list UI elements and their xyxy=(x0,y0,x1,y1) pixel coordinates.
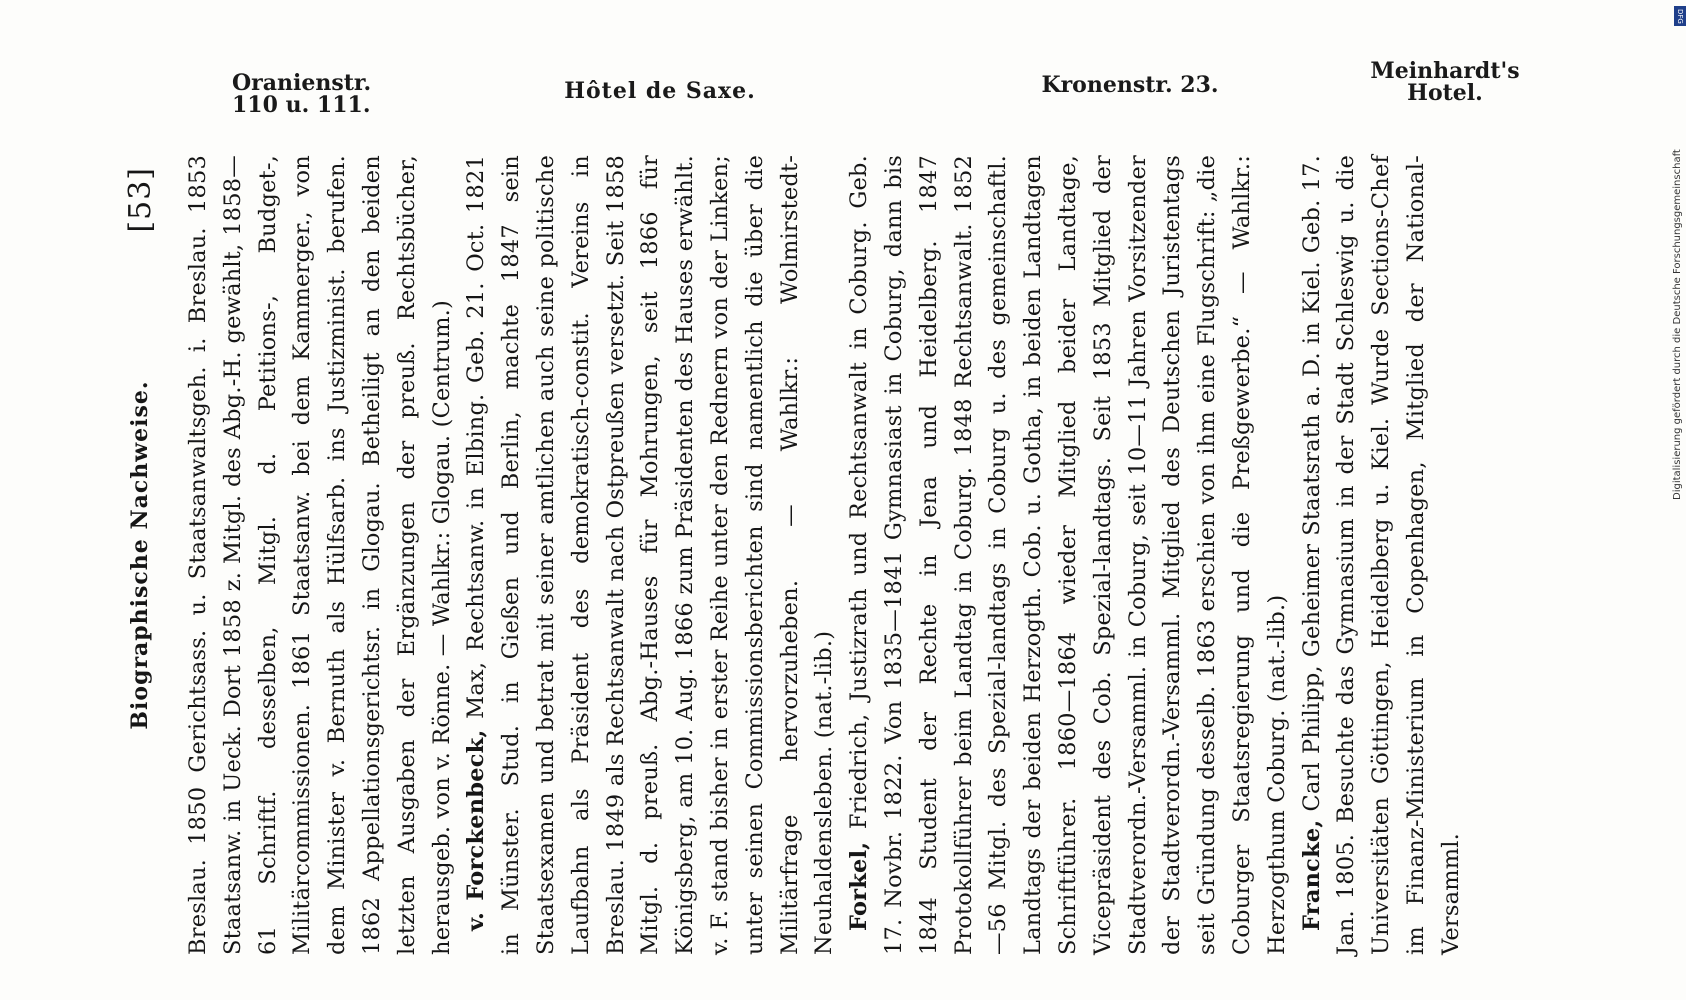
address-kronenstr: Kronenstr. 23. xyxy=(1041,72,1219,98)
running-head: Biographische Nachweise. xyxy=(127,380,153,730)
page-number: [53] xyxy=(123,167,158,233)
entry-francke xyxy=(1295,155,1469,955)
address-hotel-de-saxe: Hôtel de Saxe. xyxy=(564,78,756,104)
address-meinhardts-hotel xyxy=(1360,60,1530,104)
rotated-page-body xyxy=(117,155,1487,955)
entry-text: Max, Rechtsanw. in Elbing. Geb. 21. Oct. 1821 in Münster. Stud. in Gießen und Berlin, machte 1847 sein Staatsexamen und betrat mit seiner amtlichen auch seine politische Laufbahn als Präsident des demokratisch-constit. Vereins in Breslau. 1849 als Rechtsanwalt nach Ostpreußen versetzt. Seit 1858 Mitgl. d. preuß. Abg.-Hauses für Mohrungen, seit 1866 für Königsberg, am 10. Aug. 1866 zum Präsidenten des Hauses erwählt. v. F. stand bisher in erster Reihe unter den Rednern von der Linken; unter seinen Commissionsberichten sind namentlich die über die Militärfrage hervorzuheben. — Wahlkr.: Wolmirstedt-Neuhaldensleben. (nat.-lib.) xyxy=(463,155,838,955)
entry-forkel xyxy=(842,155,1294,955)
body-text xyxy=(181,155,1481,955)
entry-name: v. Forckenbeck, xyxy=(463,729,490,931)
address-oranienstr-line2: 110 u. 111. xyxy=(232,92,371,118)
entry-name: Francke, xyxy=(1298,819,1325,931)
dfg-badge: DFG xyxy=(1674,6,1686,26)
address-meinhardts-line1: Meinhardt's xyxy=(1370,58,1520,84)
entry-forckenbeck xyxy=(459,155,842,955)
entry-text: Carl Philipp, Geheimer Staatsrath a. D. in Kiel. Geb. 17. Jan. 1805. Besuchte das Gymnasium in der Stadt Schleswig u. die Universitäten Göttingen, Heidelberg u. Kiel. Wurde Sections-Chef im Finanz-Ministerium in Copenhagen, Mitglied der National-Versamml. xyxy=(1298,155,1464,955)
address-meinhardts-line2: Hotel. xyxy=(1407,80,1483,106)
entry-text: Friedrich, Justizrath und Rechtsanwalt in Coburg. Geb. 17. Novbr. 1822. Von 1835—1841 Gymnasiast in Coburg, dann bis 1844 Student der Rechte in Jena und Heidelberg. 1847 Protokollführer beim Landtag in Coburg. 1848 Rechtsanwalt. 1852—56 Mitgl. des Spezial-landtags in Coburg u. des gemeinschaftl. Landtags der beiden Herzogth. Cob. u. Gotha, in beiden Landtagen Schriftführer. 1860—1864 wieder Mitglied beider Landtage, Vicepräsident des Cob. Spezial-landtags. Seit 1853 Mitglied der Stadtverordn.-Versamml. in Coburg, seit 10—11 Jahren Vorsitzender der Stadtverordn.-Versamml. Mitglied des Deutschen Juristentags seit Gründung desselb. 1863 erschien von ihm eine Flugschrift: „die Coburger Staatsregierung und die Preßgewerbe.“ — Wahlkr.: Herzogthum Coburg. (nat.-lib.) xyxy=(846,155,1290,955)
paragraph-continuation: Breslau. 1850 Gerichtsass. u. Staatsanwaltsgeh. i. Breslau. 1853 Staatsanw. in Ueck. Dort 1858 z. Mitgl. des Abg.-H. gewählt, 1858—61 Schriftf. desselben, Mitgl. d. Petitions-, Budget-, Militärcommissionen. 1861 Staatsanw. bei dem Kammerger., von dem Minister v. Bernuth als Hülfsarb. ins Justizminist. berufen. 1862 Appellationsgerichtsr. in Glogau. Betheiligt an den beiden letzten Ausgaben der Ergänzungen der preuß. Rechtsbücher, herausgeb. von v. Rönne. — Wahlkr.: Glogau. (Centrum.) xyxy=(185,155,455,955)
address-oranienstr xyxy=(232,70,372,118)
page-header xyxy=(117,155,181,955)
address-oranienstr-line1: Oranienstr. xyxy=(232,70,372,96)
entry-name: Forkel, xyxy=(846,841,873,931)
digitization-note: Digitalisierung gefördert durch die Deutsche Forschungsgemeinschaft xyxy=(1672,149,1683,500)
